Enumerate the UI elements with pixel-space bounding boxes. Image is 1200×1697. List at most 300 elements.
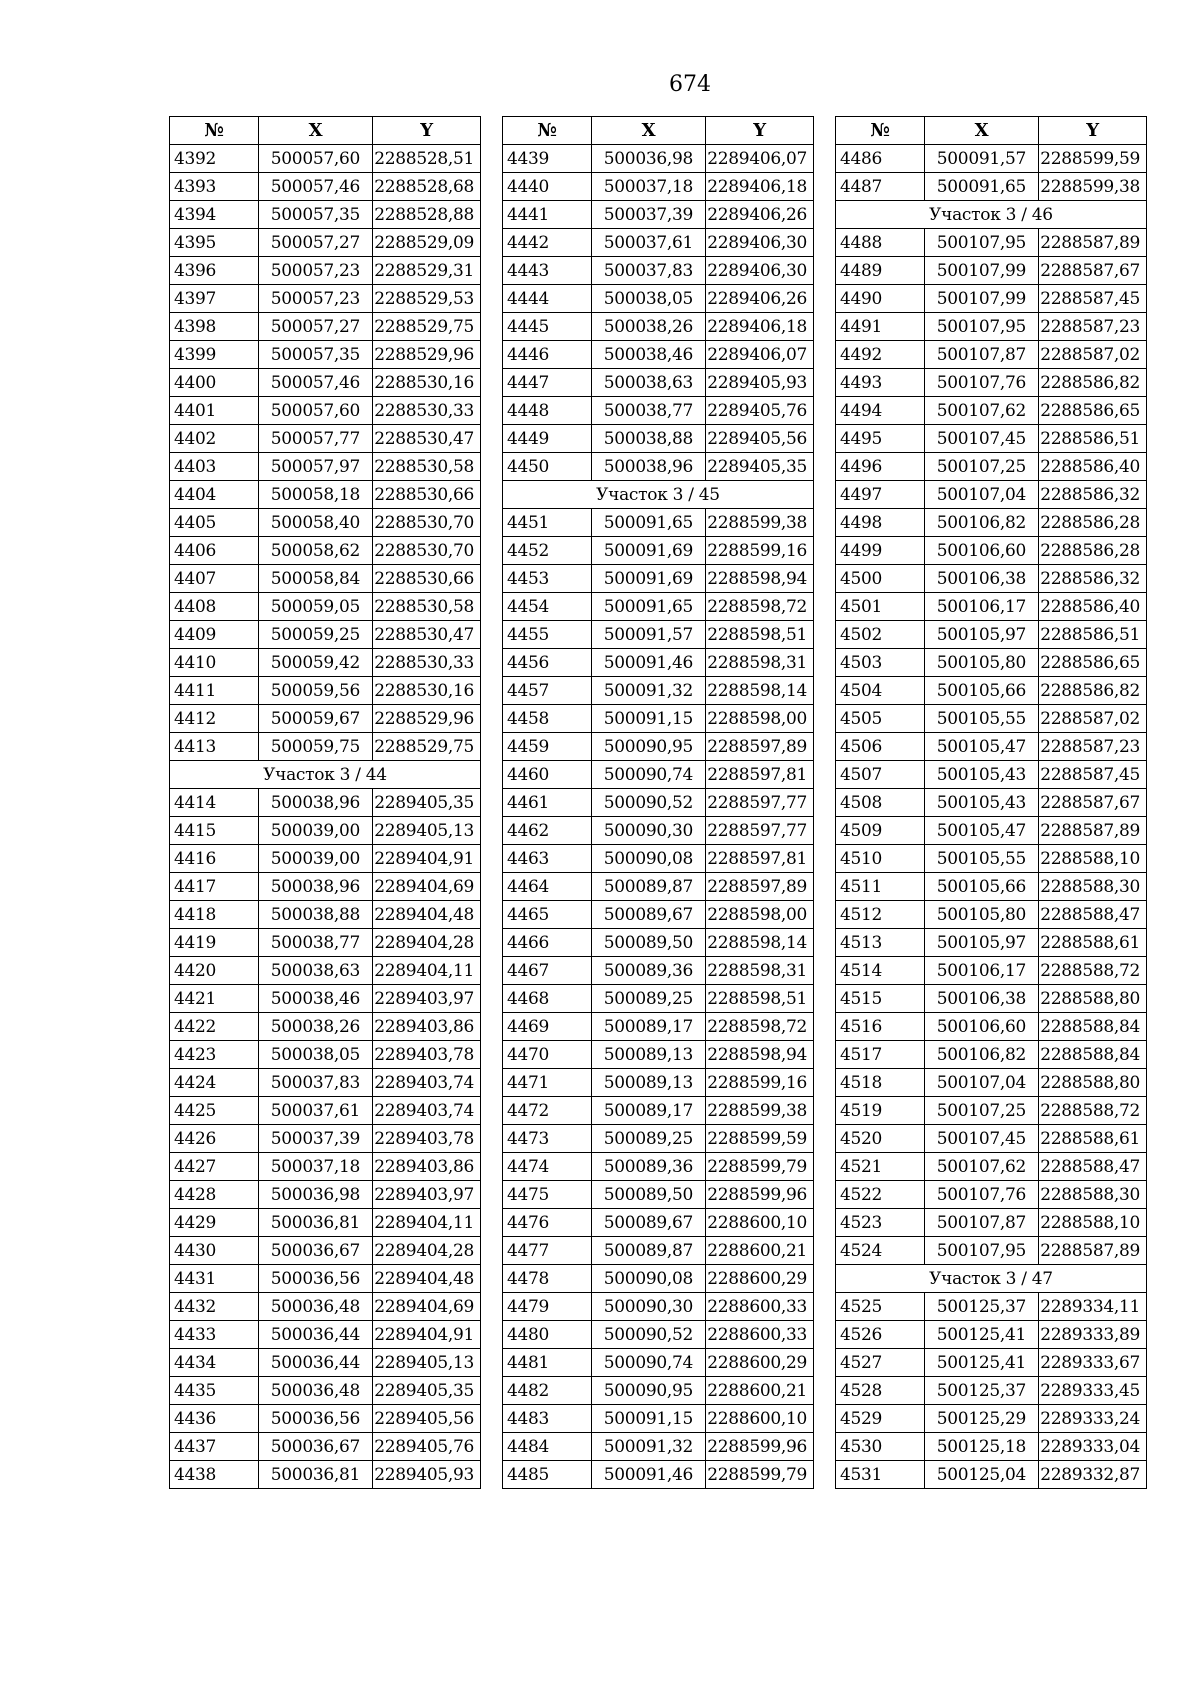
table-row — [503, 621, 814, 649]
point-number-cell: 4435 — [170, 1377, 259, 1405]
table-row — [170, 1097, 481, 1125]
y-coordinate-cell: 2288598,14 — [706, 929, 814, 957]
table-row — [503, 677, 814, 705]
x-coordinate-cell: 500107,62 — [925, 397, 1039, 425]
x-coordinate-cell: 500089,36 — [592, 1153, 706, 1181]
y-coordinate-cell: 2289404,28 — [373, 929, 481, 957]
y-coordinate-cell: 2288530,58 — [373, 453, 481, 481]
point-number-cell: 4485 — [503, 1461, 592, 1489]
y-coordinate-cell: 2288600,29 — [706, 1265, 814, 1293]
point-number-cell: 4527 — [836, 1349, 925, 1377]
y-coordinate-cell: 2289405,35 — [373, 1377, 481, 1405]
point-number-cell: 4512 — [836, 901, 925, 929]
y-coordinate-cell: 2288598,94 — [706, 565, 814, 593]
table-row — [836, 425, 1147, 453]
table-row — [503, 761, 814, 789]
table-row — [836, 929, 1147, 957]
y-coordinate-cell: 2288528,51 — [373, 145, 481, 173]
x-coordinate-cell: 500105,55 — [925, 845, 1039, 873]
y-coordinate-cell: 2288588,80 — [1039, 1069, 1147, 1097]
x-coordinate-cell: 500106,38 — [925, 565, 1039, 593]
y-coordinate-cell: 2289406,26 — [706, 201, 814, 229]
x-coordinate-cell: 500038,88 — [592, 425, 706, 453]
y-coordinate-cell: 2289405,13 — [373, 1349, 481, 1377]
x-coordinate-cell: 500089,25 — [592, 1125, 706, 1153]
y-coordinate-cell: 2288588,10 — [1039, 845, 1147, 873]
x-coordinate-cell: 500125,37 — [925, 1293, 1039, 1321]
table-row — [170, 621, 481, 649]
y-coordinate-cell: 2288587,02 — [1039, 705, 1147, 733]
table-row — [503, 1265, 814, 1293]
header-number: № — [503, 117, 592, 145]
y-coordinate-cell: 2288597,89 — [706, 873, 814, 901]
point-number-cell: 4515 — [836, 985, 925, 1013]
x-coordinate-cell: 500036,98 — [592, 145, 706, 173]
y-coordinate-cell: 2288586,40 — [1039, 453, 1147, 481]
x-coordinate-cell: 500057,46 — [259, 369, 373, 397]
table-row — [170, 1433, 481, 1461]
x-coordinate-cell: 500038,26 — [259, 1013, 373, 1041]
y-coordinate-cell: 2288598,51 — [706, 985, 814, 1013]
point-number-cell: 4528 — [836, 1377, 925, 1405]
table-row — [836, 1097, 1147, 1125]
y-coordinate-cell: 2288530,47 — [373, 425, 481, 453]
table-row — [170, 145, 481, 173]
x-coordinate-cell: 500059,67 — [259, 705, 373, 733]
table-row — [503, 1125, 814, 1153]
table-row — [836, 957, 1147, 985]
table-row — [170, 1181, 481, 1209]
y-coordinate-cell: 2288588,84 — [1039, 1041, 1147, 1069]
x-coordinate-cell: 500089,67 — [592, 901, 706, 929]
x-coordinate-cell: 500038,88 — [259, 901, 373, 929]
y-coordinate-cell: 2288530,70 — [373, 537, 481, 565]
table-row — [170, 285, 481, 313]
y-coordinate-cell: 2289404,11 — [373, 957, 481, 985]
y-coordinate-cell: 2288588,30 — [1039, 873, 1147, 901]
point-number-cell: 4448 — [503, 397, 592, 425]
point-number-cell: 4419 — [170, 929, 259, 957]
point-number-cell: 4531 — [836, 1461, 925, 1489]
x-coordinate-cell: 500057,60 — [259, 397, 373, 425]
y-coordinate-cell: 2289405,76 — [373, 1433, 481, 1461]
y-coordinate-cell: 2288598,94 — [706, 1041, 814, 1069]
y-coordinate-cell: 2288588,72 — [1039, 957, 1147, 985]
y-coordinate-cell: 2288586,65 — [1039, 649, 1147, 677]
y-coordinate-cell: 2289406,07 — [706, 341, 814, 369]
x-coordinate-cell: 500107,99 — [925, 257, 1039, 285]
section-header-row — [836, 201, 1147, 229]
y-coordinate-cell: 2288599,38 — [706, 509, 814, 537]
table-row — [503, 369, 814, 397]
table-row — [836, 649, 1147, 677]
x-coordinate-cell: 500057,23 — [259, 285, 373, 313]
x-coordinate-cell: 500037,39 — [592, 201, 706, 229]
y-coordinate-cell: 2289403,97 — [373, 1181, 481, 1209]
y-coordinate-cell: 2288599,79 — [706, 1461, 814, 1489]
x-coordinate-cell: 500057,77 — [259, 425, 373, 453]
point-number-cell: 4509 — [836, 817, 925, 845]
table-row — [503, 509, 814, 537]
point-number-cell: 4508 — [836, 789, 925, 817]
point-number-cell: 4393 — [170, 173, 259, 201]
x-coordinate-cell: 500036,56 — [259, 1265, 373, 1293]
table-row — [836, 1013, 1147, 1041]
section-title: Участок 3 / 44 — [170, 761, 481, 789]
x-coordinate-cell: 500037,83 — [592, 257, 706, 285]
y-coordinate-cell: 2288588,47 — [1039, 1153, 1147, 1181]
point-number-cell: 4450 — [503, 453, 592, 481]
x-coordinate-cell: 500125,37 — [925, 1377, 1039, 1405]
table-row — [836, 705, 1147, 733]
table-row — [503, 173, 814, 201]
point-number-cell: 4440 — [503, 173, 592, 201]
y-coordinate-cell: 2288587,89 — [1039, 1237, 1147, 1265]
y-coordinate-cell: 2288587,45 — [1039, 761, 1147, 789]
x-coordinate-cell: 500105,80 — [925, 649, 1039, 677]
table-row — [836, 565, 1147, 593]
table-row — [836, 817, 1147, 845]
table-row — [503, 341, 814, 369]
y-coordinate-cell: 2289405,56 — [373, 1405, 481, 1433]
y-coordinate-cell: 2288586,28 — [1039, 509, 1147, 537]
y-coordinate-cell: 2289403,97 — [373, 985, 481, 1013]
point-number-cell: 4445 — [503, 313, 592, 341]
table-row — [170, 369, 481, 397]
y-coordinate-cell: 2289333,67 — [1039, 1349, 1147, 1377]
table-row — [503, 257, 814, 285]
point-number-cell: 4494 — [836, 397, 925, 425]
coordinates-table-2 — [502, 116, 814, 1489]
x-coordinate-cell: 500089,25 — [592, 985, 706, 1013]
point-number-cell: 4422 — [170, 1013, 259, 1041]
table-row — [836, 173, 1147, 201]
x-coordinate-cell: 500037,18 — [259, 1153, 373, 1181]
y-coordinate-cell: 2288597,81 — [706, 761, 814, 789]
x-coordinate-cell: 500089,50 — [592, 1181, 706, 1209]
table-row — [836, 369, 1147, 397]
point-number-cell: 4473 — [503, 1125, 592, 1153]
y-coordinate-cell: 2289403,86 — [373, 1153, 481, 1181]
table-row — [170, 341, 481, 369]
y-coordinate-cell: 2289405,56 — [706, 425, 814, 453]
y-coordinate-cell: 2288586,32 — [1039, 481, 1147, 509]
point-number-cell: 4427 — [170, 1153, 259, 1181]
point-number-cell: 4530 — [836, 1433, 925, 1461]
point-number-cell: 4463 — [503, 845, 592, 873]
y-coordinate-cell: 2289405,93 — [706, 369, 814, 397]
point-number-cell: 4518 — [836, 1069, 925, 1097]
page-number: 674 — [669, 72, 711, 97]
point-number-cell: 4480 — [503, 1321, 592, 1349]
y-coordinate-cell: 2289406,30 — [706, 257, 814, 285]
x-coordinate-cell: 500091,65 — [925, 173, 1039, 201]
point-number-cell: 4510 — [836, 845, 925, 873]
x-coordinate-cell: 500090,30 — [592, 1293, 706, 1321]
table-row — [170, 705, 481, 733]
point-number-cell: 4412 — [170, 705, 259, 733]
table-row — [836, 1433, 1147, 1461]
point-number-cell: 4428 — [170, 1181, 259, 1209]
y-coordinate-cell: 2288587,89 — [1039, 229, 1147, 257]
x-coordinate-cell: 500036,98 — [259, 1181, 373, 1209]
point-number-cell: 4405 — [170, 509, 259, 537]
x-coordinate-cell: 500039,00 — [259, 817, 373, 845]
y-coordinate-cell: 2288597,77 — [706, 817, 814, 845]
point-number-cell: 4507 — [836, 761, 925, 789]
point-number-cell: 4524 — [836, 1237, 925, 1265]
point-number-cell: 4400 — [170, 369, 259, 397]
point-number-cell: 4421 — [170, 985, 259, 1013]
x-coordinate-cell: 500090,95 — [592, 1377, 706, 1405]
y-coordinate-cell: 2288597,81 — [706, 845, 814, 873]
point-number-cell: 4488 — [836, 229, 925, 257]
table-row — [170, 649, 481, 677]
table-row — [170, 985, 481, 1013]
table-header-row — [170, 117, 481, 145]
point-number-cell: 4487 — [836, 173, 925, 201]
y-coordinate-cell: 2288587,23 — [1039, 313, 1147, 341]
point-number-cell: 4498 — [836, 509, 925, 537]
y-coordinate-cell: 2288588,47 — [1039, 901, 1147, 929]
x-coordinate-cell: 500125,41 — [925, 1321, 1039, 1349]
point-number-cell: 4430 — [170, 1237, 259, 1265]
point-number-cell: 4477 — [503, 1237, 592, 1265]
x-coordinate-cell: 500107,25 — [925, 453, 1039, 481]
x-coordinate-cell: 500057,35 — [259, 341, 373, 369]
y-coordinate-cell: 2288600,33 — [706, 1293, 814, 1321]
point-number-cell: 4465 — [503, 901, 592, 929]
table-header-row — [836, 117, 1147, 145]
table-row — [836, 1293, 1147, 1321]
point-number-cell: 4471 — [503, 1069, 592, 1097]
x-coordinate-cell: 500125,29 — [925, 1405, 1039, 1433]
point-number-cell: 4517 — [836, 1041, 925, 1069]
table-row — [170, 1069, 481, 1097]
point-number-cell: 4449 — [503, 425, 592, 453]
x-coordinate-cell: 500106,60 — [925, 1013, 1039, 1041]
y-coordinate-cell: 2289406,18 — [706, 173, 814, 201]
point-number-cell: 4402 — [170, 425, 259, 453]
x-coordinate-cell: 500058,40 — [259, 509, 373, 537]
point-number-cell: 4410 — [170, 649, 259, 677]
point-number-cell: 4501 — [836, 593, 925, 621]
x-coordinate-cell: 500091,15 — [592, 705, 706, 733]
y-coordinate-cell: 2288588,61 — [1039, 929, 1147, 957]
x-coordinate-cell: 500089,87 — [592, 873, 706, 901]
y-coordinate-cell: 2289404,91 — [373, 845, 481, 873]
x-coordinate-cell: 500107,87 — [925, 1209, 1039, 1237]
x-coordinate-cell: 500090,30 — [592, 817, 706, 845]
y-coordinate-cell: 2288530,66 — [373, 565, 481, 593]
y-coordinate-cell: 2288586,65 — [1039, 397, 1147, 425]
y-coordinate-cell: 2288598,31 — [706, 957, 814, 985]
point-number-cell: 4439 — [503, 145, 592, 173]
x-coordinate-cell: 500038,05 — [592, 285, 706, 313]
point-number-cell: 4499 — [836, 537, 925, 565]
x-coordinate-cell: 500090,95 — [592, 733, 706, 761]
y-coordinate-cell: 2288529,75 — [373, 733, 481, 761]
point-number-cell: 4392 — [170, 145, 259, 173]
point-number-cell: 4478 — [503, 1265, 592, 1293]
table-row — [170, 509, 481, 537]
x-coordinate-cell: 500037,83 — [259, 1069, 373, 1097]
x-coordinate-cell: 500036,56 — [259, 1405, 373, 1433]
y-coordinate-cell: 2288588,72 — [1039, 1097, 1147, 1125]
point-number-cell: 4513 — [836, 929, 925, 957]
point-number-cell: 4511 — [836, 873, 925, 901]
table-row — [836, 313, 1147, 341]
y-coordinate-cell: 2289404,48 — [373, 901, 481, 929]
point-number-cell: 4496 — [836, 453, 925, 481]
table-row — [836, 1153, 1147, 1181]
x-coordinate-cell: 500107,95 — [925, 229, 1039, 257]
table-row — [503, 901, 814, 929]
table-row — [836, 873, 1147, 901]
x-coordinate-cell: 500089,67 — [592, 1209, 706, 1237]
table-row — [836, 1069, 1147, 1097]
table-row — [503, 453, 814, 481]
x-coordinate-cell: 500059,05 — [259, 593, 373, 621]
x-coordinate-cell: 500106,38 — [925, 985, 1039, 1013]
table-row — [836, 733, 1147, 761]
y-coordinate-cell: 2289333,04 — [1039, 1433, 1147, 1461]
x-coordinate-cell: 500038,26 — [592, 313, 706, 341]
y-coordinate-cell: 2288587,67 — [1039, 789, 1147, 817]
x-coordinate-cell: 500039,00 — [259, 845, 373, 873]
table-row — [503, 1461, 814, 1489]
y-coordinate-cell: 2288587,23 — [1039, 733, 1147, 761]
y-coordinate-cell: 2289333,24 — [1039, 1405, 1147, 1433]
point-number-cell: 4470 — [503, 1041, 592, 1069]
x-coordinate-cell: 500090,08 — [592, 1265, 706, 1293]
table-row — [503, 537, 814, 565]
x-coordinate-cell: 500105,47 — [925, 817, 1039, 845]
point-number-cell: 4406 — [170, 537, 259, 565]
point-number-cell: 4438 — [170, 1461, 259, 1489]
point-number-cell: 4453 — [503, 565, 592, 593]
x-coordinate-cell: 500036,81 — [259, 1209, 373, 1237]
point-number-cell: 4482 — [503, 1377, 592, 1405]
y-coordinate-cell: 2288600,10 — [706, 1209, 814, 1237]
x-coordinate-cell: 500059,56 — [259, 677, 373, 705]
table-row — [836, 1405, 1147, 1433]
x-coordinate-cell: 500091,46 — [592, 1461, 706, 1489]
y-coordinate-cell: 2288598,14 — [706, 677, 814, 705]
point-number-cell: 4462 — [503, 817, 592, 845]
y-coordinate-cell: 2288529,09 — [373, 229, 481, 257]
table-row — [170, 481, 481, 509]
table-row — [170, 229, 481, 257]
point-number-cell: 4514 — [836, 957, 925, 985]
point-number-cell: 4415 — [170, 817, 259, 845]
table-row — [170, 1237, 481, 1265]
x-coordinate-cell: 500091,15 — [592, 1405, 706, 1433]
y-coordinate-cell: 2288599,38 — [1039, 173, 1147, 201]
y-coordinate-cell: 2288529,96 — [373, 705, 481, 733]
x-coordinate-cell: 500107,76 — [925, 369, 1039, 397]
table-row — [836, 1125, 1147, 1153]
y-coordinate-cell: 2288530,66 — [373, 481, 481, 509]
point-number-cell: 4502 — [836, 621, 925, 649]
y-coordinate-cell: 2288529,75 — [373, 313, 481, 341]
x-coordinate-cell: 500106,17 — [925, 957, 1039, 985]
x-coordinate-cell: 500105,97 — [925, 929, 1039, 957]
table-row — [836, 481, 1147, 509]
x-coordinate-cell: 500038,46 — [592, 341, 706, 369]
y-coordinate-cell: 2288586,51 — [1039, 425, 1147, 453]
x-coordinate-cell: 500105,66 — [925, 873, 1039, 901]
header-x: X — [259, 117, 373, 145]
table-row — [170, 1041, 481, 1069]
table-row — [503, 1433, 814, 1461]
y-coordinate-cell: 2289405,35 — [706, 453, 814, 481]
y-coordinate-cell: 2288598,72 — [706, 593, 814, 621]
x-coordinate-cell: 500057,27 — [259, 313, 373, 341]
x-coordinate-cell: 500059,75 — [259, 733, 373, 761]
table-row — [503, 1069, 814, 1097]
x-coordinate-cell: 500038,63 — [592, 369, 706, 397]
y-coordinate-cell: 2288600,21 — [706, 1237, 814, 1265]
table-row — [170, 537, 481, 565]
header-y: Y — [1039, 117, 1147, 145]
table-row — [836, 789, 1147, 817]
point-number-cell: 4395 — [170, 229, 259, 257]
table-row — [170, 1377, 481, 1405]
x-coordinate-cell: 500037,39 — [259, 1125, 373, 1153]
y-coordinate-cell: 2288588,30 — [1039, 1181, 1147, 1209]
table-row — [503, 1041, 814, 1069]
table-header-row — [503, 117, 814, 145]
y-coordinate-cell: 2288599,16 — [706, 1069, 814, 1097]
x-coordinate-cell: 500091,69 — [592, 537, 706, 565]
table-row — [170, 1153, 481, 1181]
x-coordinate-cell: 500091,32 — [592, 677, 706, 705]
x-coordinate-cell: 500090,74 — [592, 761, 706, 789]
table-row — [170, 929, 481, 957]
y-coordinate-cell: 2288530,58 — [373, 593, 481, 621]
y-coordinate-cell: 2288599,38 — [706, 1097, 814, 1125]
x-coordinate-cell: 500106,82 — [925, 509, 1039, 537]
point-number-cell: 4461 — [503, 789, 592, 817]
table-row — [503, 817, 814, 845]
y-coordinate-cell: 2289403,86 — [373, 1013, 481, 1041]
point-number-cell: 4403 — [170, 453, 259, 481]
table-row — [836, 341, 1147, 369]
table-row — [503, 1181, 814, 1209]
y-coordinate-cell: 2288600,10 — [706, 1405, 814, 1433]
table-row — [503, 229, 814, 257]
table-row — [503, 1237, 814, 1265]
y-coordinate-cell: 2289406,26 — [706, 285, 814, 313]
table-row — [170, 201, 481, 229]
x-coordinate-cell: 500090,08 — [592, 845, 706, 873]
x-coordinate-cell: 500091,65 — [592, 509, 706, 537]
point-number-cell: 4491 — [836, 313, 925, 341]
y-coordinate-cell: 2288599,96 — [706, 1433, 814, 1461]
table-row — [503, 593, 814, 621]
x-coordinate-cell: 500106,82 — [925, 1041, 1039, 1069]
y-coordinate-cell: 2288587,67 — [1039, 257, 1147, 285]
table-row — [503, 1349, 814, 1377]
y-coordinate-cell: 2288599,59 — [706, 1125, 814, 1153]
y-coordinate-cell: 2289404,69 — [373, 873, 481, 901]
y-coordinate-cell: 2289404,11 — [373, 1209, 481, 1237]
table-row — [170, 817, 481, 845]
point-number-cell: 4466 — [503, 929, 592, 957]
y-coordinate-cell: 2289403,74 — [373, 1069, 481, 1097]
x-coordinate-cell: 500057,27 — [259, 229, 373, 257]
